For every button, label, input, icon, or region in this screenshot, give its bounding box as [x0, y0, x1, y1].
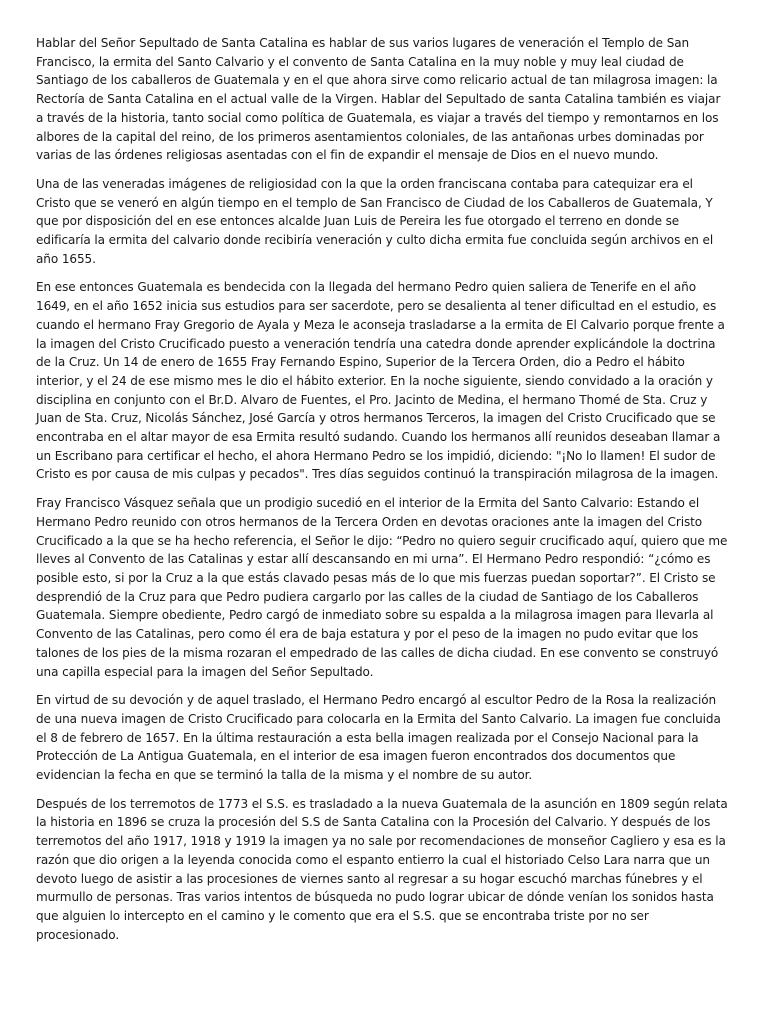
paragraph-2: Una de las veneradas imágenes de religiosidad con la que la orden franciscana contaba para catequizar era el Cristo que se veneró en algún tiempo en el templo de San Francisco de Ciudad de los Caballeros de Guatemala, Y que por disposición del en ese entonces alcalde Juan Luis de Pereira les fue otorgado el terreno en donde se edificaría la ermita del calvario donde recibiría veneración y culto dicha ermita fue concluida según archivos en el año 1655.	[36, 176, 714, 266]
paragraph-3: En ese entonces Guatemala es bendecida con la llegada del hermano Pedro quien saliera de Tenerife en el año 1649, en el año 1652 inicia sus estudios para ser sacerdote, pero se desalienta al tener dificultad en el estudio, es cuando el hermano Fray Gregorio de Ayala y Meza le aconseja trasladarse a la ermita de El Calvario porque frente a la imagen del Cristo Crucificado puesto a veneración tendría una catedra donde aprender explicándole la doctrina de la Cruz. Un 14 de enero de 1655 Fray Fernando Espino, Superior de la Tercera Orden, dio a Pedro el hábito interior, y el 24 de ese mismo mes le dio el hábito exterior. En la noche siguiente, siendo convidado a la oración y disciplina en conjunto con el Br.D. Alvaro de Fuentes, el Pro. Jacinto de Medina, el hermano Thomé de Sta. Cruz y Juan de Sta. Cruz, Nicolás Sánchez, José García y otros hermanos Terceros, la imagen del Cristo Crucificado que se encontraba en el altar mayor de esa Ermita resultó sudando. Cuando los hermanos allí reunidos deseaban llamar a un Escribano para certificar el hecho, el ahora Hermano Pedro se los impidió, diciendo: "¡No lo llamen! El sudor de Cristo es por causa de mis culpas y pecados". Tres días seguidos continuó la transpiración milagrosa de la imagen.	[36, 280, 725, 482]
paragraph-5: En virtud de su devoción y de aquel traslado, el Hermano Pedro encargó al escultor Pedro de la Rosa la realización de una nueva imagen de Cristo Crucificado para colocarla en la Ermita del Santo Calvario. La imagen fue concluida el 8 de febrero de 1657. En la última restauración a esta bella imagen realizada por el Consejo Nacional para la Protección de La Antigua Guatemala, en el interior de esa imagen fueron encontrados dos documentos que evidencian la fecha en que se terminó la talla de la misma y el nombre de su autor.	[36, 693, 721, 783]
paragraph-6: Después de los terremotos de 1773 el S.S. es trasladado a la nueva Guatemala de la asunción en 1809 según relata la historia en 1896 se cruza la procesión del S.S de Santa Catalina con la Procesión del Calvario. Y después de los terremotos del año 1917, 1918 y 1919 la imagen ya no sale por recomendaciones de monseñor Cagliero y esa es la razón que dio origen a la leyenda conocida como el espanto entierro la cual el historiado Celso Lara narra que un devoto luego de asistir a las procesiones de viernes santo al regresar a su hogar escuchó marchas fúnebres y el murmullo de personas. Tras varios intentos de búsqueda no pudo lograr ubicar de dónde venían los sonidos hasta que alguien lo intercepto en el camino y le comento que era el S.S. que se encontraba triste por no ser procesionado.	[36, 796, 728, 942]
paragraph-4: Fray Francisco Vásquez señala que un prodigio sucedió en el interior de la Ermita del Santo Calvario: Estando el Hermano Pedro reunido con otros hermanos de la Tercera Orden en devotas oraciones ante la imagen del Cristo Crucificado a la que se ha hecho referencia, el Señor le dijo: “Pedro no quiero seguir crucificado aquí, quiero que me lleves al Convento de las Catalinas y estar allí descansando en mi urna”. El Hermano Pedro respondió: “¿cómo es posible esto, si por la Cruz a la que estás clavado pesas más de lo que mis fuerzas puedan soportar?”. El Cristo se desprendió de la Cruz para que Pedro pudiera cargarlo por las calles de la ciudad de Santiago de los Caballeros Guatemala. Siempre obediente, Pedro cargó de inmediato sobre su espalda a la milagrosa imagen para llevarla al Convento de las Catalinas, pero como él era de baja estatura y por el peso de la imagen no pudo evitar que los talones de los pies de la misma rozaran el empedrado de las calles de dicha ciudad. En ese convento se construyó una capilla especial para la imagen del Señor Sepultado.	[36, 496, 728, 679]
paragraph-1: Hablar del Señor Sepultado de Santa Catalina es hablar de sus varios lugares de veneración el Templo de San Francisco, la ermita del Santo Calvario y el convento de Santa Catalina en la muy noble y muy leal ciudad de Santiago de los caballeros de Guatemala y en el que ahora sirve como relicario actual de tan milagrosa imagen: la Rectoría de Santa Catalina en el actual valle de la Virgen. Hablar del Sepultado de santa Catalina también es viajar a través de la historia, tanto social como política de Guatemala, es viajar a través del tiempo y remontarnos en los albores de la capital del reino, de los primeros asentamientos coloniales, de las antañonas urbes dominadas por varias de las órdenes religiosas asentadas con el fin de expandir el mensaje de Dios en el nuevo mundo.	[36, 36, 721, 163]
document-body	[36, 34, 728, 954]
